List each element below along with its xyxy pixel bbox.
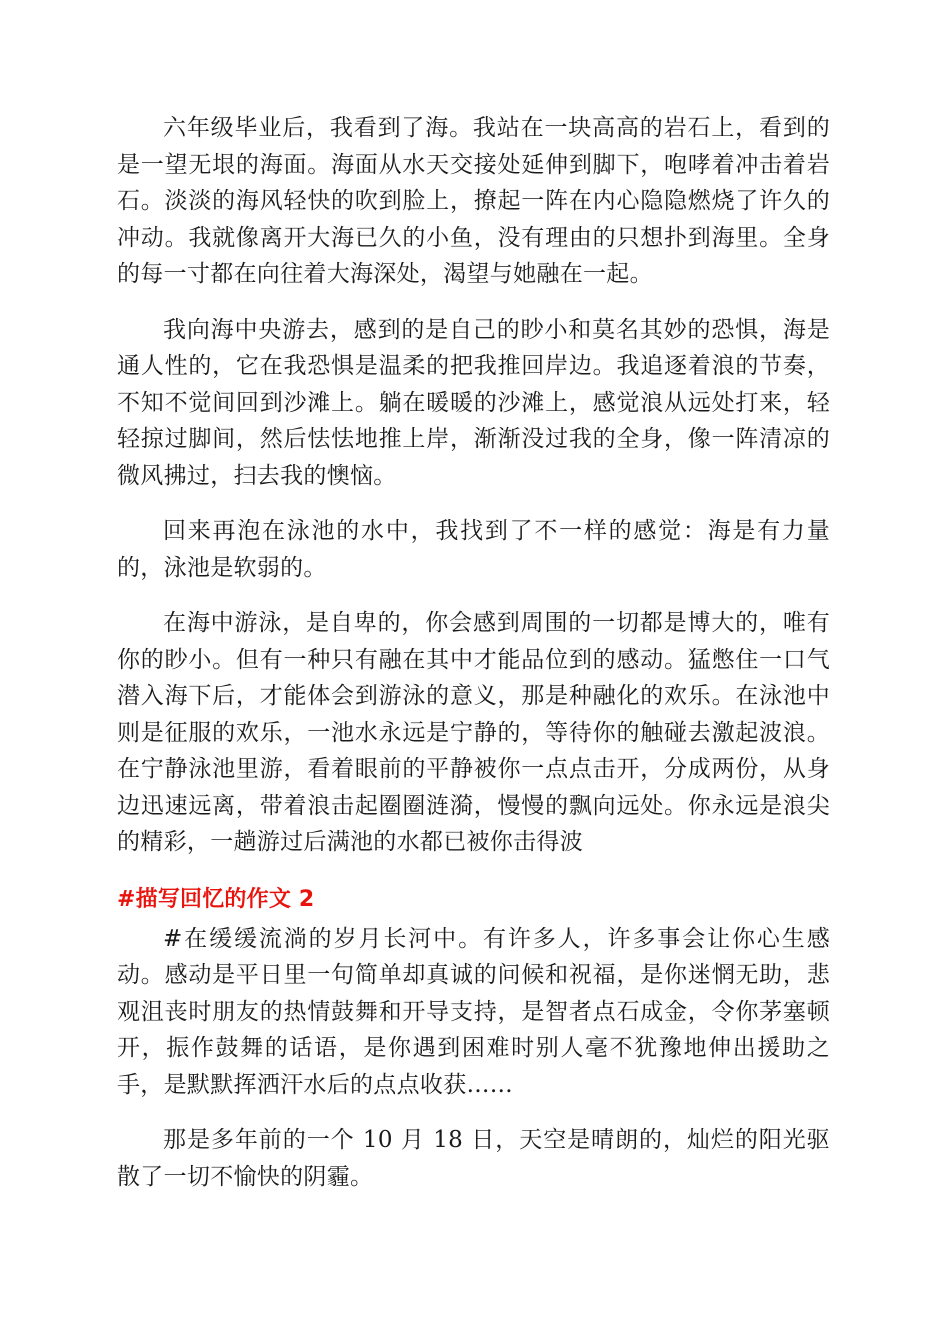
paragraph: 我向海中央游去，感到的是自己的眇小和莫名其妙的恐惧，海是通人性的，它在我恐惧是温柔的把我推回岸边。我追逐着浪的节奏，不知不觉间回到沙滩上。躺在暖暖的沙滩上，感觉浪从远处打来，轻轻掠过脚间，然后怯怯地推上岸，渐渐没过我的全身，像一阵清凉的微风拂过，扫去我的懊恼。 xyxy=(117,316,830,489)
paragraph: 那是多年前的一个 10 月 18 日，天空是晴朗的，灿烂的阳光驱散了一切不愉快的阴霾。 xyxy=(117,1127,830,1190)
paragraph: 六年级毕业后，我看到了海。我站在一块高高的岩石上，看到的是一望无垠的海面。海面从水天交接处延伸到脚下，咆哮着冲击着岩石。淡淡的海风轻快的吹到脸上，撩起一阵在内心隐隐燃烧了许久的冲动。我就像离开大海已久的小鱼，没有理由的只想扑到海里。全身的每一寸都在向往着大海深处，渴望与她融在一起。 xyxy=(117,115,830,287)
paragraph: #在缓缓流淌的岁月长河中。有许多人，许多事会让你心生感动。感动是平日里一句简单却真诚的问候和祝福，是你迷惘无助，悲观沮丧时朋友的热情鼓舞和开导支持，是智者点石成金，令你茅塞顿开，振作鼓舞的话语，是你遇到困难时别人毫不犹豫地伸出援助之手，是默默挥洒汗水后的点点收获…… xyxy=(117,925,830,1098)
section-heading: #描写回忆的作文 2 xyxy=(117,886,315,912)
paragraph: 回来再泡在泳池的水中，我找到了不一样的感觉：海是有力量的，泳池是软弱的。 xyxy=(117,518,830,581)
paragraph: 在海中游泳，是自卑的，你会感到周围的一切都是博大的，唯有你的眇小。但有一种只有融在其中才能品位到的感动。猛憋住一口气潜入海下后，才能体会到游泳的意义，那是种融化的欢乐。在泳池中则是征服的欢乐，一池水永远是宁静的，等待你的触碰去激起波浪。在宁静泳池里游，看着眼前的平静被你一点点击开，分成两份，从身边迅速远离，带着浪击起圈圈涟漪，慢慢的飘向远处。你永远是浪尖的精彩，一趟游过后满池的水都已被你击得波 xyxy=(117,610,830,855)
document-page xyxy=(117,110,830,1214)
